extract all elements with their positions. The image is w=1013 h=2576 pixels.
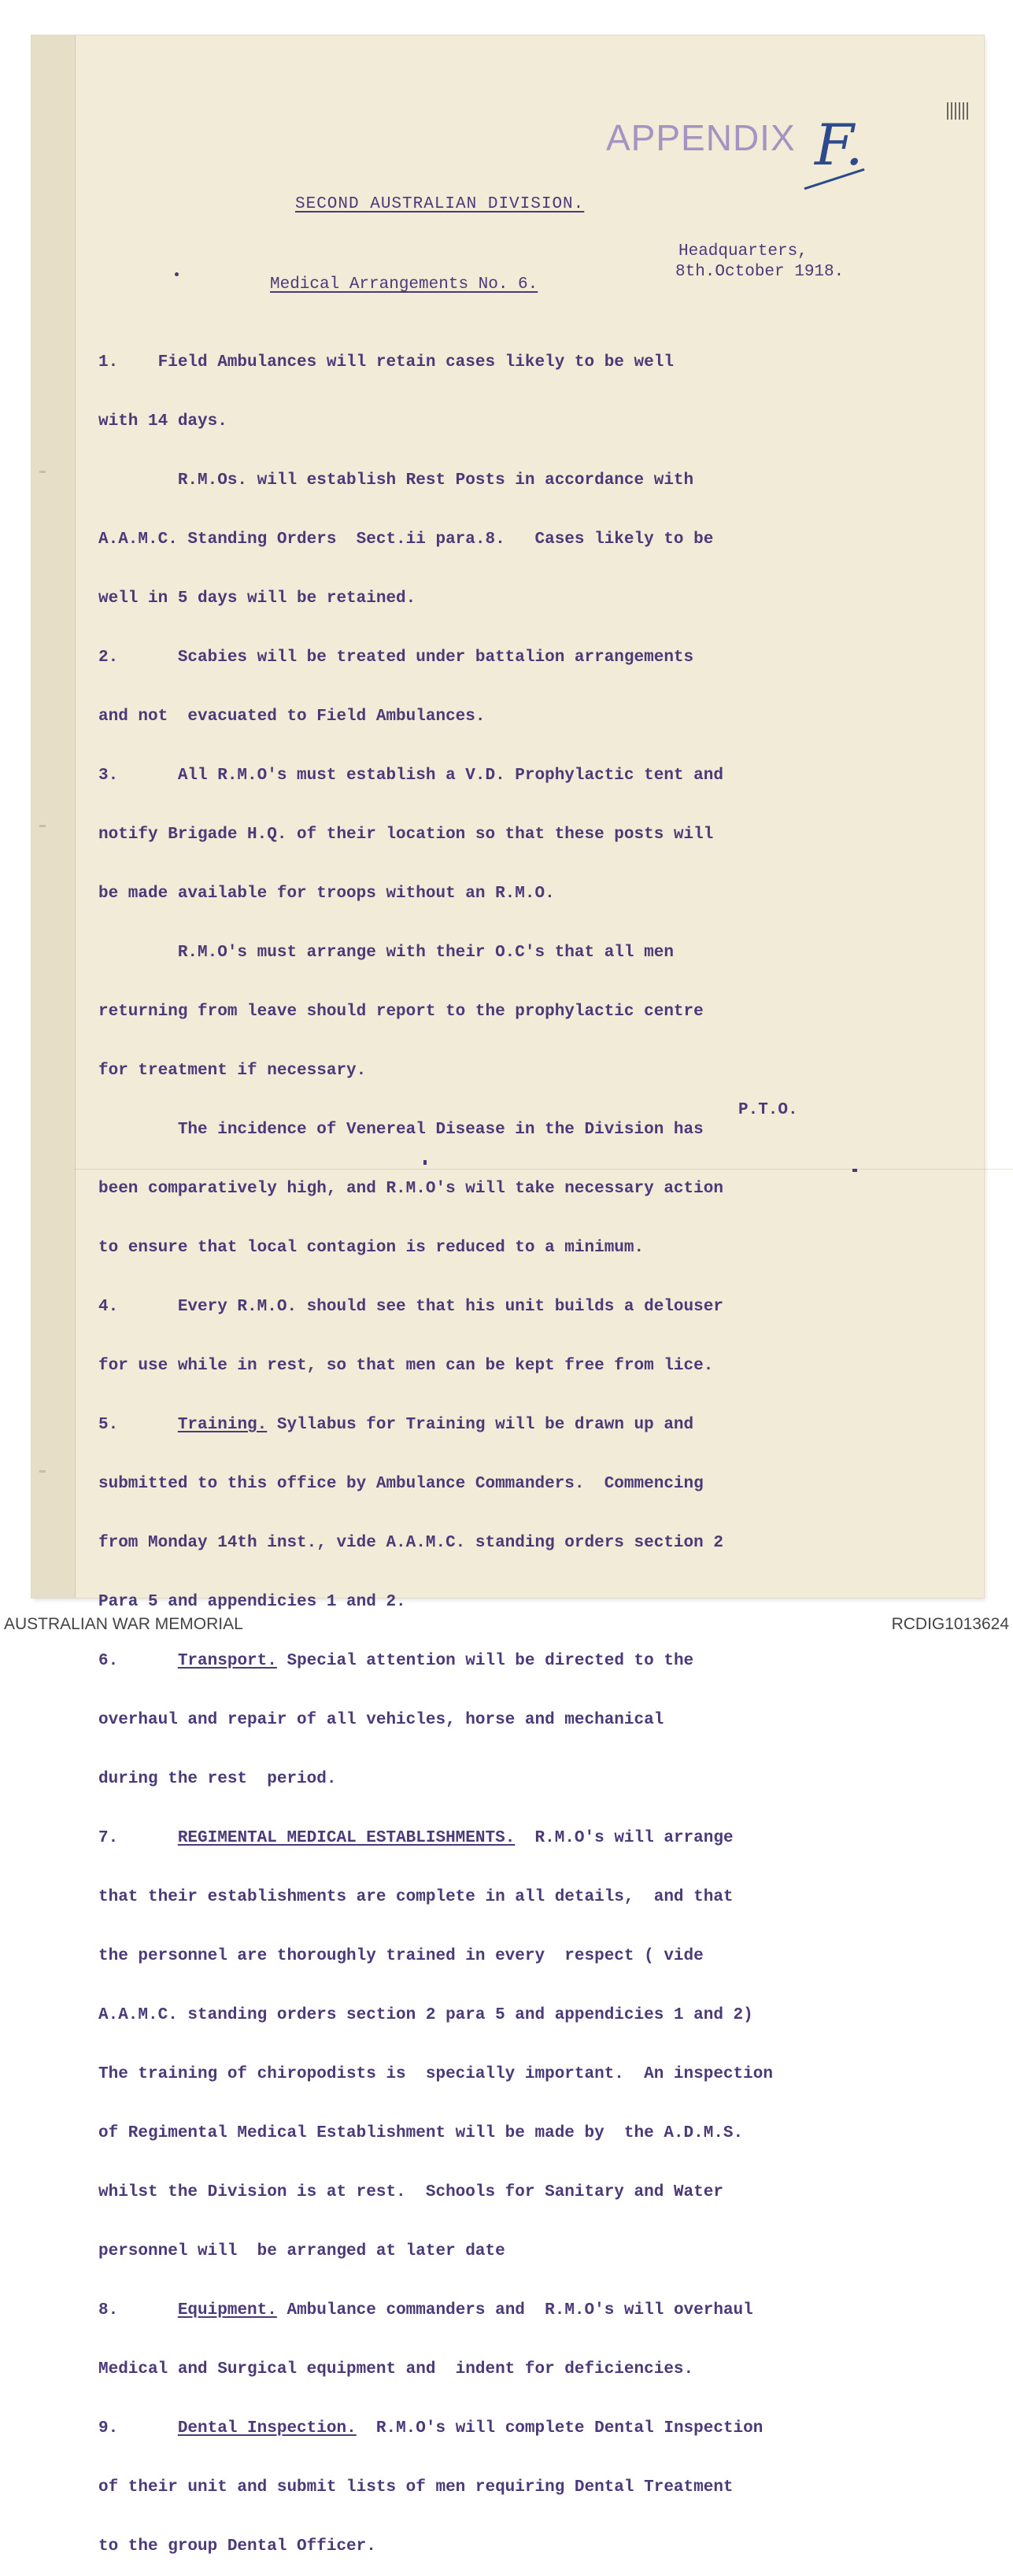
body-line: The training of chiropodists is specially important. An inspection: [98, 2065, 773, 2083]
body-line: [98, 1828, 917, 1848]
body-line: A.A.M.C. Standing Orders Sect.ii para.8. Cases likely to be: [98, 530, 714, 549]
body-line: to the group Dental Officer.: [98, 2537, 376, 2556]
body-line: R.M.Os. will establish Rest Posts in accordance with: [98, 471, 694, 490]
pin-hole: [39, 471, 46, 473]
body-line: be made available for troops without an R.M.O.: [98, 885, 555, 903]
body-line: of their unit and submit lists of men requiring Dental Treatment: [98, 2478, 734, 2497]
handwritten-mark: F.: [815, 112, 863, 178]
body-line: notify Brigade H.Q. of their location so that these posts will: [98, 826, 714, 844]
section-heading-equipment: Equipment.: [177, 2301, 277, 2319]
body-line: that their establishments are complete in all details, and that: [98, 1888, 734, 1906]
body-line: personnel will be arranged at later date: [98, 2242, 505, 2260]
body-line: for use while in rest, so that men can be kept free from lice.: [98, 1357, 714, 1375]
headquarters-line: Headquarters,: [678, 242, 808, 261]
body-line: for treatment if necessary.: [98, 1062, 367, 1080]
section-heading-training: Training.: [177, 1416, 268, 1434]
section-heading-transport: Transport.: [177, 1652, 277, 1670]
body-line: well in 5 days will be retained.: [98, 589, 416, 608]
body-line: Para 5 and appendicies 1 and 2.: [98, 1593, 406, 1611]
body-line: R.M.O's must arrange with their O.C's that all men: [98, 944, 674, 962]
body-line: Medical and Surgical equipment and indent for deficiencies.: [98, 2360, 694, 2378]
body-line: 3. All R.M.O's must establish a V.D. Prophylactic tent and: [98, 767, 723, 785]
body-line-rest: Ambulance commanders and R.M.O's will overhaul: [276, 2301, 753, 2319]
section-heading-dental: Dental Inspection.: [177, 2419, 357, 2437]
body-line: been comparatively high, and R.M.O's will take necessary action: [98, 1180, 723, 1198]
body-line: 1. Field Ambulances will retain cases likely to be well: [98, 353, 674, 371]
body-line-rest: Syllabus for Training will be drawn up and: [267, 1416, 694, 1434]
ink-dot: [175, 272, 179, 276]
pin-hole: [39, 1470, 46, 1473]
body-line: [98, 2301, 917, 2320]
body-line: the personnel are thoroughly trained in every respect ( vide: [98, 1947, 704, 1965]
body-line: of Regimental Medical Establishment will be made by the A.D.M.S.: [98, 2124, 744, 2142]
item-number: 5.: [98, 1416, 178, 1434]
section-heading-establishments: REGIMENTAL MEDICAL ESTABLISHMENTS.: [177, 1829, 516, 1847]
body-line: returning from leave should report to the prophylactic centre: [98, 1003, 704, 1021]
please-turn-over: P.T.O.: [738, 1101, 798, 1119]
body-line: overhaul and repair of all vehicles, horse and mechanical: [98, 1711, 664, 1729]
document-body: [98, 313, 917, 2576]
division-heading: SECOND AUSTRALIAN DIVISION.: [295, 195, 585, 213]
body-line: [98, 1651, 917, 1671]
body-line: whilst the Division is at rest. Schools for Sanitary and Water: [98, 2183, 723, 2201]
body-line: [98, 1415, 917, 1435]
body-line: 4. Every R.M.O. should see that his unit builds a delouser: [98, 1298, 723, 1316]
body-line: from Monday 14th inst., vide A.A.M.C. standing orders section 2: [98, 1534, 723, 1552]
archive-credit: AUSTRALIAN WAR MEMORIAL: [4, 1615, 243, 1633]
archive-reference: RCDIG1013624: [891, 1615, 1009, 1633]
ink-dot: [852, 1169, 857, 1172]
item-number: 8.: [98, 2301, 178, 2319]
body-line: during the rest period.: [98, 1770, 337, 1788]
body-line: with 14 days.: [98, 412, 227, 431]
ink-mark: [947, 102, 970, 120]
body-line: and not evacuated to Field Ambulances.: [98, 708, 486, 726]
body-line-rest: Special attention will be directed to the: [276, 1652, 694, 1670]
body-line: 2. Scabies will be treated under battalion arrangements: [98, 649, 694, 667]
item-number: 6.: [98, 1652, 178, 1670]
date-line: 8th.October 1918.: [675, 263, 845, 281]
body-line: The incidence of Venereal Disease in the Division has: [98, 1121, 704, 1139]
sheet-margin-strip: [31, 35, 76, 1598]
pin-hole: [39, 825, 46, 827]
document-title: Medical Arrangements No. 6.: [270, 275, 538, 294]
body-line: [98, 2419, 917, 2438]
item-number: 7.: [98, 1829, 178, 1847]
body-line: submitted to this office by Ambulance Commanders. Commencing: [98, 1475, 704, 1493]
item-number: 9.: [98, 2419, 178, 2437]
body-line: A.A.M.C. standing orders section 2 para 5 and appendicies 1 and 2): [98, 2006, 753, 2024]
appendix-stamp: APPENDIX: [606, 117, 796, 158]
body-line-rest: R.M.O's will complete Dental Inspection: [356, 2419, 763, 2437]
body-line: to ensure that local contagion is reduced to a minimum.: [98, 1239, 645, 1257]
body-line-rest: R.M.O's will arrange: [515, 1829, 734, 1847]
ink-dot: [423, 1160, 427, 1165]
